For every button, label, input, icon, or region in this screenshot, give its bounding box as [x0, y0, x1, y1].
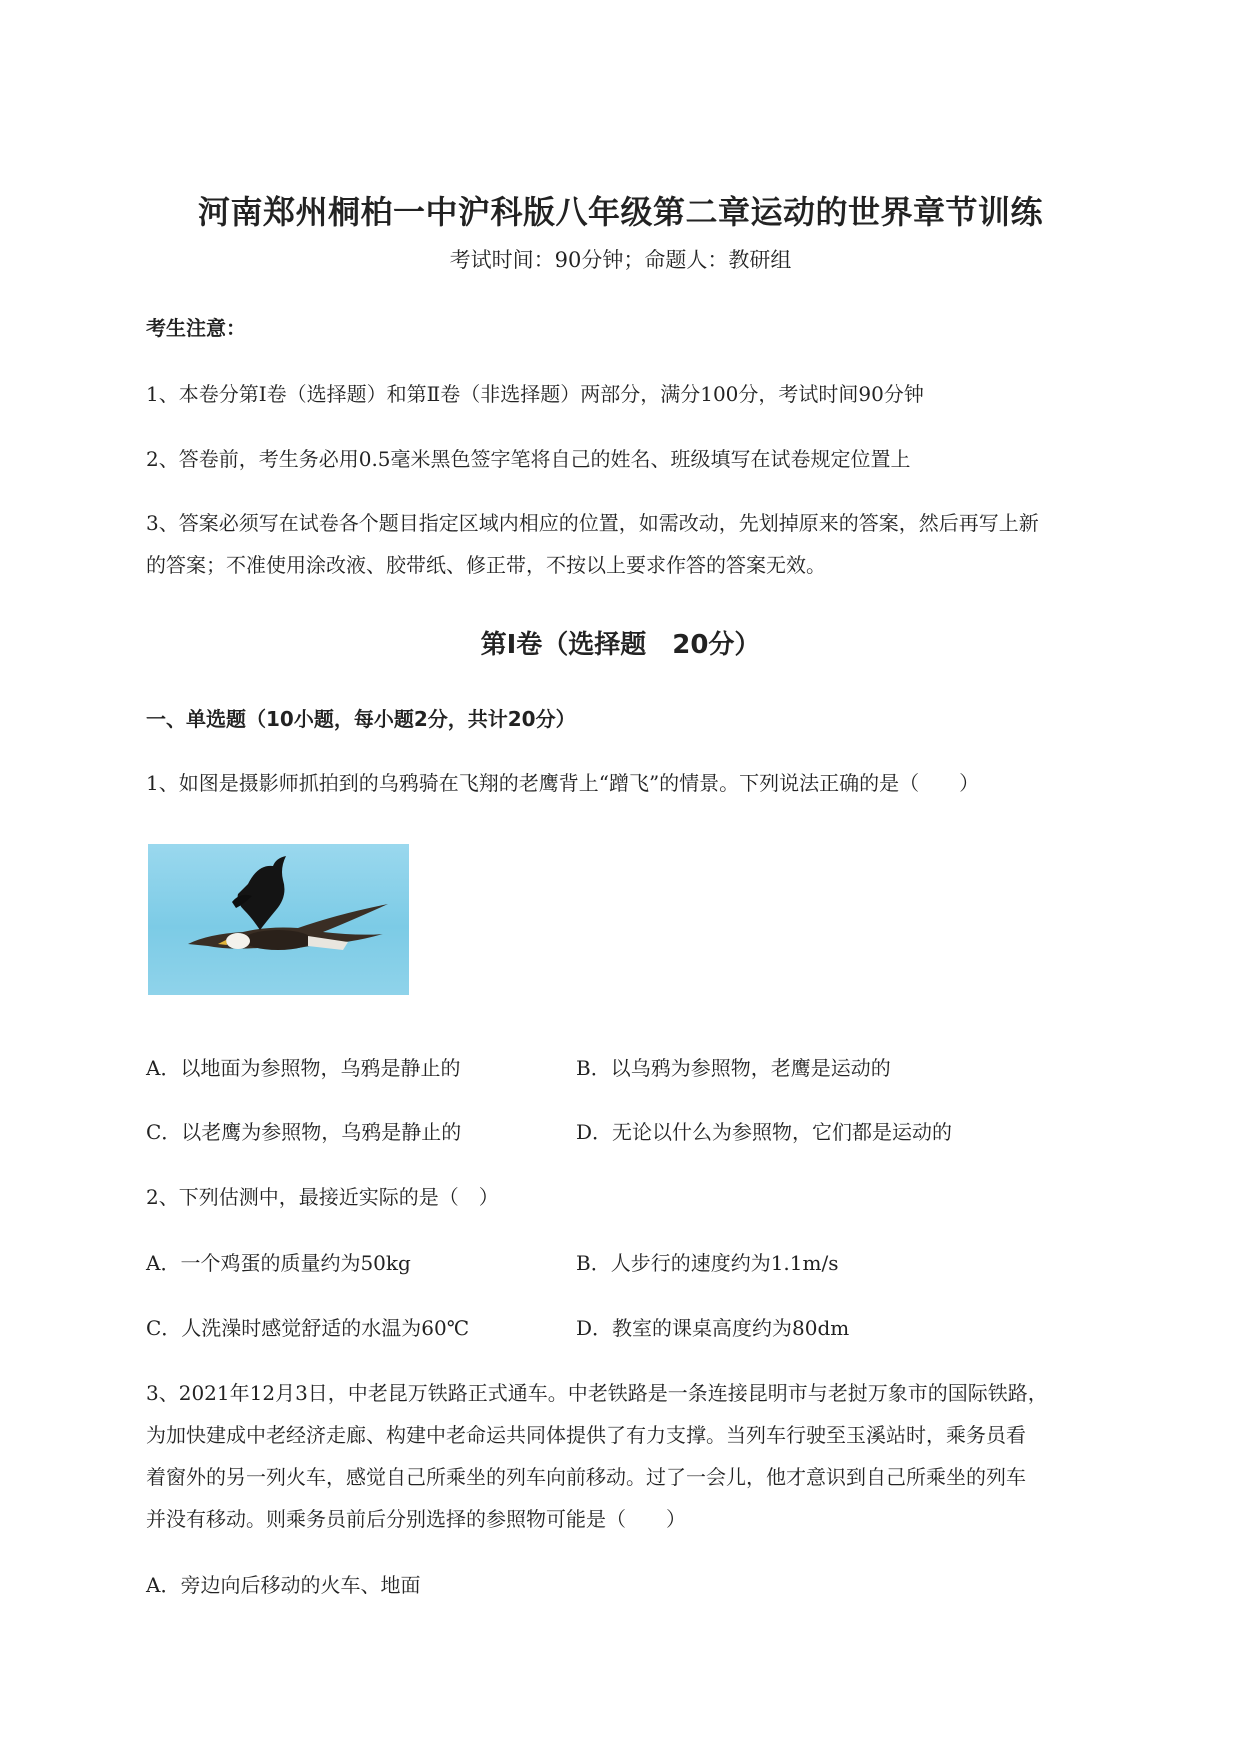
notice-item-continued: 的答案；不准使用涂改液、胶带纸、修正带，不按以上要求作答的答案无效。 — [146, 553, 826, 577]
option-c: C．以老鹰为参照物，乌鸦是静止的 — [146, 1120, 462, 1144]
option-d: D．教室的课桌高度约为80dm — [576, 1316, 850, 1340]
exam-info: 考试时间：90分钟；命题人：教研组 — [449, 248, 792, 272]
notice-item: 3、答案必须写在试卷各个题目指定区域内相应的位置，如需改动，先划掉原来的答案，然后再写上新 — [146, 511, 1039, 535]
option-a: A．一个鸡蛋的质量约为50kg — [146, 1251, 411, 1275]
question-stem: 3、2021年12月3日，中老昆万铁路正式通车。中老铁路是一条连接昆明市与老挝万象市的国际铁路， — [146, 1381, 1048, 1405]
question-stem: 1、如图是摄影师抓拍到的乌鸦骑在飞翔的老鹰背上“蹭飞”的情景。下列说法正确的是（ ） — [146, 771, 980, 795]
option-d: D．无论以什么为参照物，它们都是运动的 — [576, 1120, 953, 1144]
notice-item: 1、本卷分第Ⅰ卷（选择题）和第Ⅱ卷（非选择题）两部分，满分100分，考试时间90分钟 — [146, 382, 924, 406]
section-title: 第Ⅰ卷（选择题 20分） — [480, 630, 761, 660]
part-heading: 一、单选题（10小题，每小题2分，共计20分） — [146, 707, 576, 731]
question-stem-line: 并没有移动。则乘务员前后分别选择的参照物可能是（ ） — [146, 1507, 686, 1531]
option-a: A．旁边向后移动的火车、地面 — [146, 1573, 421, 1597]
question-stem-line: 着窗外的另一列火车，感觉自己所乘坐的列车向前移动。过了一会儿，他才意识到自己所乘坐的列车 — [146, 1465, 1026, 1489]
option-c: C．人洗澡时感觉舒适的水温为60℃ — [146, 1316, 470, 1340]
notice-heading: 考生注意： — [146, 316, 246, 340]
option-b: B．人步行的速度约为1.1m/s — [576, 1251, 839, 1275]
page-title: 河南郑州桐柏一中沪科版八年级第二章运动的世界章节训练 — [197, 193, 1043, 231]
eagle-crow-photo — [148, 844, 409, 995]
question-stem-line: 为加快建成中老经济走廊、构建中老命运共同体提供了有力支撑。当列车行驶至玉溪站时，乘务员看 — [146, 1423, 1026, 1447]
option-a: A．以地面为参照物，乌鸦是静止的 — [146, 1056, 461, 1080]
option-b: B．以乌鸦为参照物，老鹰是运动的 — [576, 1056, 891, 1080]
eagle-crow-illustration — [148, 844, 409, 995]
question-stem: 2、下列估测中，最接近实际的是（ ） — [146, 1185, 499, 1209]
notice-item: 2、答卷前，考生务必用0.5毫米黑色签字笔将自己的姓名、班级填写在试卷规定位置上 — [146, 447, 911, 471]
